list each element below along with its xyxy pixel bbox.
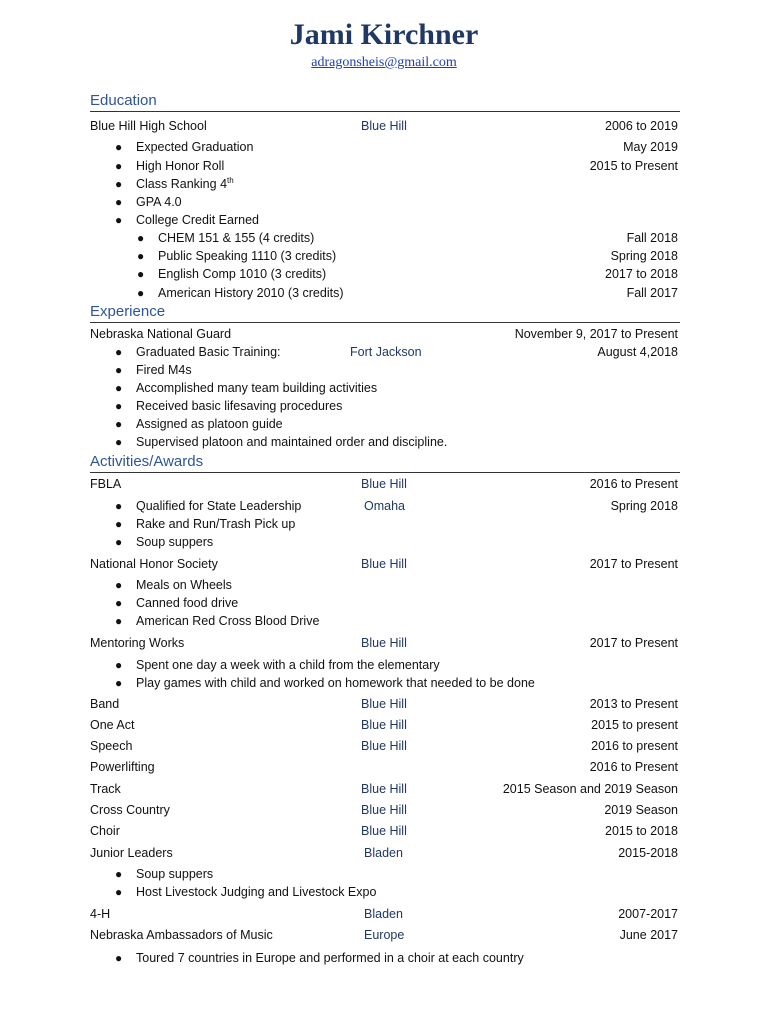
school-location: Blue Hill — [361, 119, 407, 133]
list-item: ● Graduated Basic Training: Fort Jackson August 4,2018 — [115, 345, 678, 359]
school-dates: 2006 to 2019 — [605, 119, 678, 133]
bullet-icon: ● — [137, 249, 145, 263]
activity-entry: One Act Blue Hill 2015 to present — [90, 718, 678, 732]
list-item: ● Accomplished many team building activities — [115, 381, 378, 395]
bullet-icon: ● — [115, 951, 123, 965]
list-item: ● Received basic lifesaving procedures — [115, 399, 343, 413]
bullet-icon: ● — [115, 159, 123, 173]
activity-entry: Choir Blue Hill 2015 to 2018 — [90, 824, 678, 838]
section-heading-experience: Experience — [90, 303, 680, 323]
list-item: ● Expected Graduation May 2019 — [115, 140, 678, 154]
bullet-icon: ● — [115, 363, 123, 377]
bullet-icon: ● — [115, 578, 123, 592]
list-item: ● Soup suppers — [115, 535, 214, 549]
bullet-icon: ● — [137, 286, 145, 300]
experience-entry — [90, 326, 678, 342]
list-item: ● Spent one day a week with a child from the elementary — [115, 658, 440, 672]
bullet-icon: ● — [115, 195, 123, 209]
list-item: ● Soup suppers — [115, 867, 214, 881]
org-dates: November 9, 2017 to Present — [514, 327, 678, 341]
sub-list-item: ● CHEM 151 & 155 (4 credits) Fall 2018 — [137, 231, 678, 245]
list-item: ● American Red Cross Blood Drive — [115, 614, 320, 628]
list-item: ● Toured 7 countries in Europe and performed in a choir at each country — [115, 951, 524, 965]
activity-entry: Cross Country Blue Hill 2019 Season — [90, 803, 678, 817]
email-link[interactable]: adragonsheis@gmail.com — [311, 55, 457, 70]
activity-entry: Mentoring Works Blue Hill 2017 to Present — [90, 636, 678, 650]
list-item: ● Rake and Run/Trash Pick up — [115, 517, 296, 531]
sub-list-item: ● American History 2010 (3 credits) Fall 2017 — [137, 286, 678, 300]
bullet-icon: ● — [115, 417, 123, 431]
bullet-icon: ● — [115, 345, 123, 359]
activity-entry: Track Blue Hill 2015 Season and 2019 Season — [90, 782, 678, 796]
bullet-icon: ● — [115, 658, 123, 672]
activity-entry: National Honor Society Blue Hill 2017 to Present — [90, 557, 678, 571]
list-item: ● Qualified for State Leadership Omaha Spring 2018 — [115, 499, 678, 513]
resume-name: Jami Kirchner — [289, 18, 479, 51]
bullet-icon: ● — [115, 213, 123, 227]
bullet-icon: ● — [115, 499, 123, 513]
list-item: ● High Honor Roll 2015 to Present — [115, 159, 678, 173]
activity-entry: FBLA Blue Hill 2016 to Present — [90, 477, 678, 491]
bullet-icon: ● — [115, 435, 123, 449]
bullet-icon: ● — [115, 614, 123, 628]
list-item: ● College Credit Earned — [115, 213, 259, 227]
section-heading-activities: Activities/Awards — [90, 453, 680, 473]
school-name: Blue Hill High School — [90, 119, 207, 133]
bullet-icon: ● — [115, 885, 123, 899]
list-item: ● Fired M4s — [115, 363, 192, 377]
bullet-icon: ● — [115, 596, 123, 610]
activity-entry: Speech Blue Hill 2016 to present — [90, 739, 678, 753]
sub-list-item: ● Public Speaking 1110 (3 credits) Spring 2018 — [137, 249, 678, 263]
list-item: ● Supervised platoon and maintained order and discipline. — [115, 435, 448, 449]
bullet-icon: ● — [115, 381, 123, 395]
bullet-icon: ● — [115, 517, 123, 531]
list-item: ● Assigned as platoon guide — [115, 417, 283, 431]
list-item: ● Meals on Wheels — [115, 578, 232, 592]
activity-entry: Band Blue Hill 2013 to Present — [90, 697, 678, 711]
list-item: ● Class Ranking 4th — [115, 175, 234, 191]
list-item: ● Host Livestock Judging and Livestock Expo — [115, 885, 377, 899]
bullet-icon: ● — [115, 676, 123, 690]
bullet-icon: ● — [115, 177, 123, 191]
bullet-icon: ● — [115, 867, 123, 881]
bullet-icon: ● — [115, 140, 123, 154]
activity-entry: Junior Leaders Bladen 2015-2018 — [90, 846, 678, 860]
bullet-icon: ● — [137, 267, 145, 281]
bullet-icon: ● — [115, 535, 123, 549]
list-item: ● Canned food drive — [115, 596, 239, 610]
activity-entry: 4-H Bladen 2007-2017 — [90, 907, 678, 921]
section-heading-education: Education — [90, 92, 680, 112]
activity-entry: Powerlifting 2016 to Present — [90, 760, 678, 774]
org-name: Nebraska National Guard — [90, 327, 232, 341]
bullet-icon: ● — [137, 231, 145, 245]
education-entry — [90, 118, 678, 134]
bullet-icon: ● — [115, 399, 123, 413]
list-item: ● GPA 4.0 — [115, 195, 182, 209]
sub-list-item: ● English Comp 1010 (3 credits) 2017 to 2018 — [137, 267, 678, 281]
list-item: ● Play games with child and worked on homework that needed to be done — [115, 676, 535, 690]
activity-entry: Nebraska Ambassadors of Music Europe June 2017 — [90, 928, 678, 942]
